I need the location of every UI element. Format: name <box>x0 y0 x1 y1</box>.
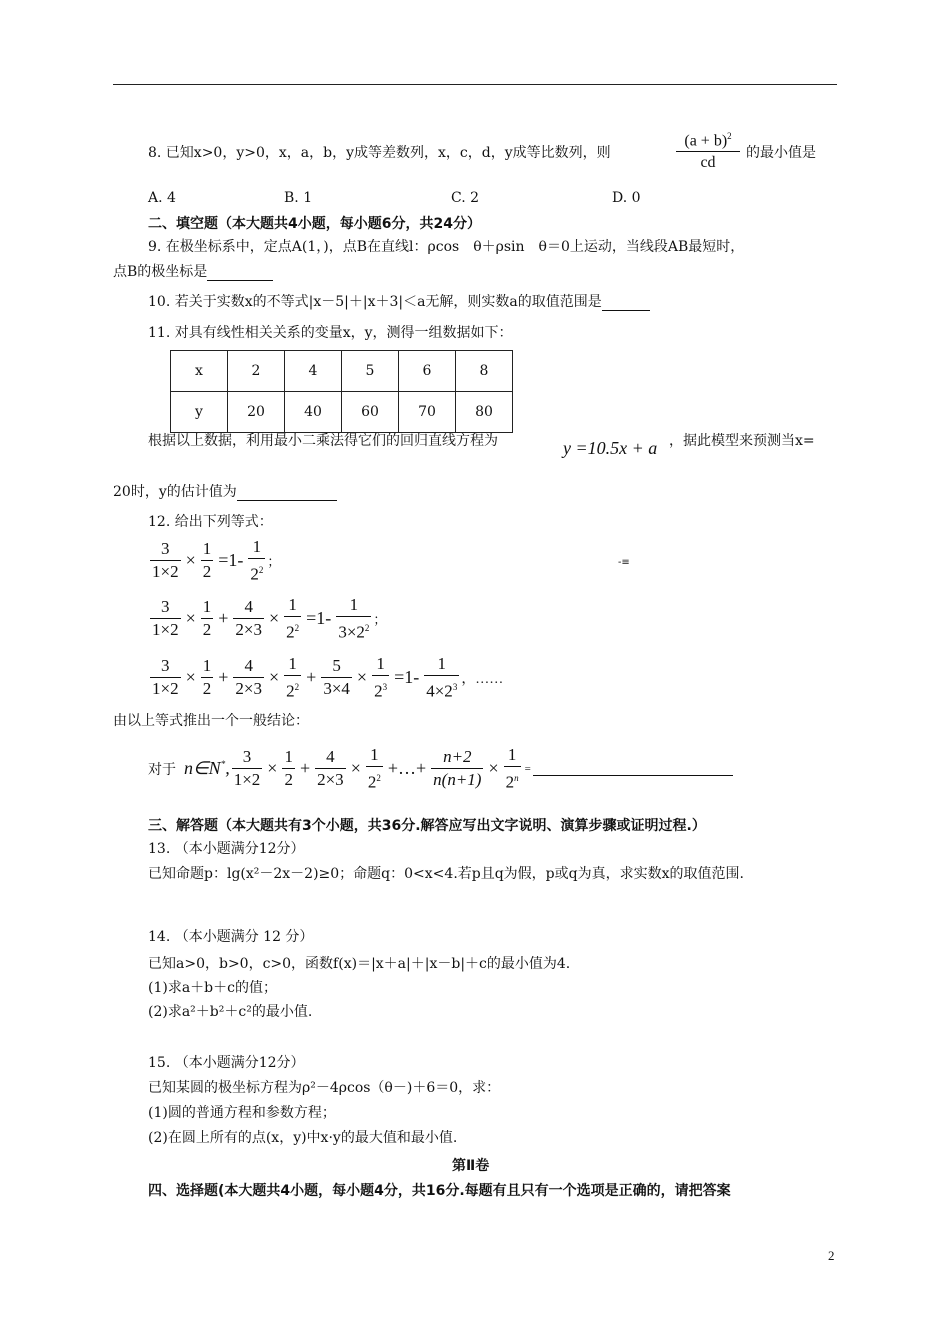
frac <box>201 656 214 699</box>
frac-num: 1 <box>370 745 379 764</box>
frac <box>201 597 214 640</box>
q9-line2 <box>113 263 273 281</box>
q9-line1: 9. 在极坐标系中，定点A(1，)，点B在直线l：ρcos θ＋ρsin θ＝0上运动，当线段AB最短时， <box>148 239 745 255</box>
for-label: 对于 <box>148 761 176 778</box>
table-cell: y <box>171 392 228 433</box>
q15-head: 15. （本小题满分12分） <box>148 1055 305 1071</box>
base: 2 <box>250 564 259 584</box>
q10-line <box>148 293 650 311</box>
frac-num: n+2 <box>443 747 472 767</box>
q12-blank <box>533 761 733 776</box>
table-cell: 40 <box>285 392 342 433</box>
frac-den <box>248 558 265 585</box>
q11-line-a: 根据以上数据，利用最小二乘法得它们的回归直线方程为 <box>148 433 498 449</box>
frac-den: 2 <box>202 562 212 582</box>
table-row <box>171 351 513 392</box>
exp: n <box>514 773 519 783</box>
frac <box>150 539 181 582</box>
q10-blank <box>602 296 650 311</box>
q12-general: 对于 n∈N*, $\frac{3}{1\times 2}$ × $\frac{1}{2}$ + $\frac{4}{2\times 3}$ × $\frac{1}{2^2}$ +…+ $\frac{n+2}{n(n+1)}$ × $\frac{1}{2^n}$ = <box>148 745 733 793</box>
page-number: 2 <box>828 1248 835 1263</box>
eq-sign: = <box>524 762 531 775</box>
frac <box>282 747 295 790</box>
frac-num: 1 <box>202 656 212 676</box>
table-cell: 8 <box>456 351 513 392</box>
q13-head: 13. （本小题满分12分） <box>148 841 305 857</box>
q8-fraction <box>676 126 740 174</box>
q15-part1: (1)圆的普通方程和参数方程； <box>148 1105 336 1121</box>
frac-den <box>424 675 459 702</box>
q14-head: 14. （本小题满分 12 分） <box>148 929 314 945</box>
frac-den <box>504 766 521 793</box>
frac-num: 4 <box>244 656 253 676</box>
frac-num: 4 <box>326 747 335 767</box>
frac-num: 1 <box>349 595 359 614</box>
q12-eq2: $\frac{3}{1\times 2}$ × $\frac{1}{2}$ + $\frac{4}{2\times 3}$ × $\frac{1}{2^2}$ =1- $\frac{1}{3\times 2^2}$ ； <box>152 595 387 642</box>
table-cell: 2 <box>228 351 285 392</box>
frac-den: 2×3 <box>235 620 262 640</box>
q12-conclusion: 由以上等式推出一个一般结论： <box>113 713 309 729</box>
table-cell: 6 <box>399 351 456 392</box>
frac <box>372 654 389 702</box>
frac <box>248 537 265 585</box>
frac <box>504 745 521 793</box>
q11-line-b: ，据此模型来预测当x= <box>669 433 815 449</box>
frac-den: 2×3 <box>317 770 344 790</box>
q11-blank <box>237 486 337 501</box>
q12-intro: 12. 给出下列等式： <box>148 514 273 530</box>
frac-den: $2^2$ <box>284 675 301 702</box>
q8-option-a: A. 4 <box>148 190 176 206</box>
exp: 3 <box>452 682 458 692</box>
q8-option-b: B. 1 <box>284 190 313 206</box>
frac-num: 4 <box>244 597 253 617</box>
table-cell: x <box>171 351 228 392</box>
eq-end: ； <box>267 554 281 570</box>
table-cell: 4 <box>285 351 342 392</box>
frac-den: n(n+1) <box>433 770 482 790</box>
frac-num: 1 <box>284 747 293 767</box>
q11-line-c-wrap <box>113 483 337 501</box>
q14-part2: (2)求a²＋b²＋c²的最小值. <box>148 1004 313 1020</box>
table-cell: 20 <box>228 392 285 433</box>
frac-den: 2×3 <box>235 679 262 699</box>
base: 2 <box>505 772 515 792</box>
q11-text: 11. 对具有线性相关关系的变量x，y，测得一组数据如下： <box>148 325 513 341</box>
frac-den: 2 <box>202 620 212 640</box>
frac-num: 1 <box>202 597 212 617</box>
q14-part1: (1)求a＋b＋c的值； <box>148 980 277 996</box>
table-row <box>171 392 513 433</box>
frac <box>366 745 383 793</box>
eq-end: ，…… <box>461 671 504 687</box>
q10-text: 10. 若关于实数x的不等式|x－5|＋|x＋3|＜a无解，则实数a的取值范围是 <box>148 294 602 310</box>
q8-suffix: 的最小值是 <box>746 145 816 161</box>
frac-num: 1 <box>252 537 262 556</box>
q9-blank <box>207 266 273 281</box>
stray-mark: -≡ <box>618 557 630 568</box>
frac <box>201 539 214 582</box>
frac-den: $2^2$ <box>284 616 301 643</box>
eq-end: ； <box>373 612 387 628</box>
q12-eq1: $\frac{3}{1\times 2}$ × $\frac{1}{2}$ =1- $\frac{1}{2^2}$ ； <box>152 537 281 584</box>
q13-body: 已知命题p：lg(x²－2x－2)≥0；命题q：0<x<4.若p且q为假，p或q为真，求实数x的取值范围. <box>148 866 744 882</box>
q8-frac-den: cd <box>676 151 740 174</box>
q11-line-c: 20时，y的估计值为 <box>113 484 237 500</box>
frac <box>431 747 483 790</box>
exp: 2 <box>258 565 264 575</box>
q12-eq3: $\frac{3}{1\times 2}$ × $\frac{1}{2}$ + $\frac{4}{2\times 3}$ × $\frac{1}{2^2}$ + $\frac{5}{3\times 4}$ × $\frac{1}{2^3}$ =1- $\frac{1}{4\times 2^3}$ ，…… <box>152 654 504 701</box>
q8-frac-num: (a + b) <box>684 132 728 150</box>
frac <box>336 595 371 643</box>
frac-den <box>336 616 371 643</box>
n-in-set: n∈N*, <box>184 758 230 779</box>
frac <box>284 595 301 643</box>
frac-num: 5 <box>332 656 341 676</box>
frac-num: 1 <box>288 595 297 614</box>
frac-num: 1 <box>376 654 385 673</box>
frac-den: $2^2$ <box>366 766 383 793</box>
frac <box>424 654 459 702</box>
frac <box>284 654 301 702</box>
frac <box>150 597 181 640</box>
q15-part2: (2)在圆上所有的点(x，y)中x·y的最大值和最小值. <box>148 1130 458 1146</box>
eq-rhs: =1- <box>218 550 244 571</box>
q15-body: 已知某圆的极坐标方程为ρ²－4ρcos（θ－)＋6＝0，求： <box>148 1080 501 1096</box>
frac-den: $2^3$ <box>372 675 389 702</box>
table-cell: 70 <box>399 392 456 433</box>
q8-option-c: C. 2 <box>451 190 480 206</box>
q11-equation: y =10.5x + a <box>563 438 658 458</box>
n-in: n∈N <box>184 758 221 779</box>
base: 3×2 <box>338 622 365 642</box>
q9-line2-text: 点B的极坐标是 <box>113 264 208 280</box>
frac-num: 3 <box>242 747 252 767</box>
section4-title: 四、选择题(本大题共4小题，每小题4分，共16分.每题有且只有一个选项是正确的，请把答案 <box>148 1183 731 1199</box>
section2-title: 二、填空题（本大题共4小题，每小题6分，共24分） <box>148 216 481 232</box>
frac-den: 1×2 <box>152 679 179 699</box>
frac <box>233 597 264 640</box>
frac-den: 2 <box>284 770 293 790</box>
table-cell: 5 <box>342 351 399 392</box>
q14-body: 已知a>0，b>0，c>0，函数f(x)＝|x＋a|＋|x－b|＋c的最小值为4. <box>148 956 571 972</box>
frac-den: 1×2 <box>152 620 179 640</box>
frac-den: 2 <box>202 679 212 699</box>
q11-data-table <box>170 350 513 433</box>
frac-num: 1 <box>437 654 447 673</box>
frac-num: 1 <box>288 654 297 673</box>
q8-option-d: D. 0 <box>612 190 641 206</box>
frac-num: 1 <box>507 745 517 764</box>
frac-den: 1×2 <box>233 770 261 790</box>
frac <box>233 656 264 699</box>
header-rule <box>113 84 837 85</box>
exp: 2 <box>364 623 370 633</box>
base: 4×2 <box>426 681 453 701</box>
volume-2-title: 第Ⅱ卷 <box>452 1158 490 1174</box>
dots: +…+ <box>387 758 427 779</box>
frac-num: 3 <box>161 597 170 617</box>
frac-num: 3 <box>161 656 170 676</box>
frac <box>315 747 346 790</box>
table-cell: 80 <box>456 392 513 433</box>
frac <box>232 747 263 790</box>
star: * <box>220 759 226 770</box>
q8-text: 8. 已知x>0，y>0，x，a，b，y成等差数列，x，c，d，y成等比数列，则 <box>148 145 611 161</box>
frac-den: 3×4 <box>323 679 350 699</box>
frac-num: 1 <box>202 539 212 559</box>
frac-num: 3 <box>161 539 170 559</box>
frac <box>321 656 352 699</box>
table-cell: 60 <box>342 392 399 433</box>
q8-frac-exp: 2 <box>727 131 732 141</box>
section3-title: 三、解答题（本大题共有3个小题，共36分.解答应写出文字说明、演算步骤或证明过程.） <box>148 818 706 834</box>
frac <box>150 656 181 699</box>
frac-den: 1×2 <box>152 562 179 582</box>
